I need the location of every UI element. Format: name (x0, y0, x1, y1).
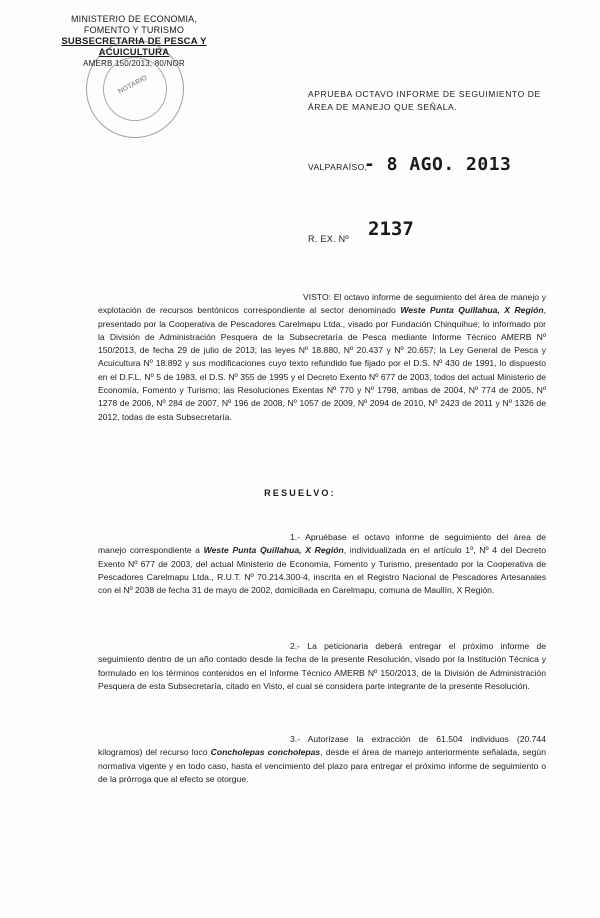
point-3-text-1: 3.- Autorízase la extracción de 61.504 individuos (20.744 kilogramos) del recurso loco (98, 734, 546, 758)
resolution-point-2 (98, 640, 546, 693)
stamp-text: NOTARIO (117, 74, 149, 96)
point-1-text-2: , individualizada en el artículo 1º, Nº 4 del Decreto Exento Nº 677 de 2003, del actual Ministerio de Economía, Fomento y Turismo, presentado por la Cooperativa de Pescadores Carelmapu Ltda., R.U.T. Nº 70.214.300-4, inscrita en el Registro Nacional de Pescadores Artesanales con el Nº 2038 de fecha 31 de mayo de 2002, domiciliada en Carelmapu, comuna de Maullín, X Región. (98, 545, 546, 596)
resolution-point-3 (98, 733, 546, 786)
visto-text-1: VISTO: El octavo informe de seguimiento del área de manejo y explotación de recursos bentónicos correspondiente al sector denominado (98, 292, 546, 316)
letterhead-subsecretaria: SUBSECRETARIA DE PESCA Y ACUICULTURA (61, 36, 207, 58)
letterhead-ministry: MINISTERIO DE ECONOMIA, (70, 14, 198, 24)
letterhead-reference: AMERB 150/2013, 80/NOR (83, 59, 185, 68)
resolution-number-label: R. EX. Nº (308, 234, 349, 244)
place-label: VALPARAÍSO, (308, 162, 368, 172)
resolution-date: - 8 AGO. 2013 (364, 154, 512, 175)
resolution-number: 2137 (368, 218, 414, 240)
letterhead-ministry-2: FOMENTO Y TURISMO (83, 25, 185, 35)
resolution-point-1 (98, 531, 546, 597)
point-3-species-name: Concholepas concholepas (210, 747, 321, 758)
resuelvo-heading: RESUELVO: (264, 488, 336, 498)
visto-area-name: Weste Punta Quillahua, X Región (400, 305, 544, 316)
visto-paragraph (98, 291, 546, 424)
visto-text-2: , presentado por la Cooperativa de Pescadores Carelmapu Ltda., visado por Fundación Chinquihue; lo informado por la División de Administración Pesquera de la Subsecretaría de Pesca mediante Informe Técnico AMERB Nº 150/2013, de fecha 29 de julio de 2013; las leyes Nº 18.880, Nº 20.437 y Nº 20.657; la Ley General de Pesca y Acuicultura Nº 18.892 y sus modificaciones cuyo texto refundido fue fijado por el D.S. Nº 430 de 1991, lo dispuesto en el D.F.L. Nº 5 de 1983, el D.S. Nº 355 de 1995 y el Decreto Exento Nº 677 de 2003, todos del actual Ministerio de Economía, Fomento y Turismo; las Resoluciones Exentas Nº 770 y Nº 1798, ambas de 2004, Nº 774 de 2005, Nº 1278 de 2006, Nº 284 de 2007, Nº 196 de 2008, Nº 1057 de 2009, Nº 2094 de 2010, Nº 2423 de 2011 y Nº 1326 de 2012, todas de esta Subsecretaría. (98, 305, 546, 422)
point-1-area-name: Weste Punta Quillahua, X Región (203, 545, 344, 556)
resolution-subject: APRUEBA OCTAVO INFORME DE SEGUIMIENTO DE ÁREA DE MANEJO QUE SEÑALA. (308, 89, 541, 112)
point-2-text: 2.- La peticionaria deberá entregar el próximo informe de seguimiento dentro de un año contado desde la fecha de la presente Resolución, visado por la Institución Técnica y formulado en los términos contenidos en el Informe Técnico AMERB Nº 150/2013, de la División de Administración Pesquera de esta Subsecretaría, citado en Visto, el cual se considera parte integrante de la presente Resolución. (98, 641, 546, 691)
point-1-text-1: 1.- Apruébase el octavo informe de seguimiento del área de manejo correspondiente a (98, 532, 546, 556)
point-3-text-2: , desde el área de manejo anteriormente señalada, según normativa vigente y en todo caso, hasta el vencimiento del plazo para entregar el próximo informe de seguimiento o de la prórroga que al efecto se otorgue. (98, 747, 546, 784)
stamp-inner-ring (92, 46, 179, 133)
